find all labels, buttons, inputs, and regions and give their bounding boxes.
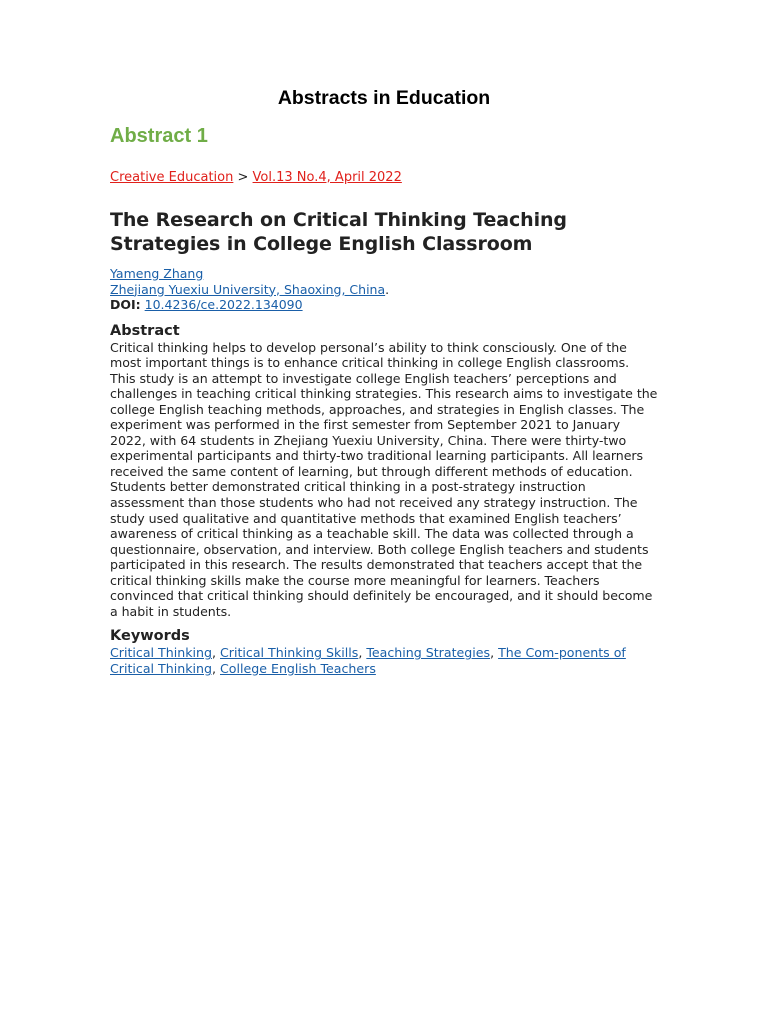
document-title: Abstracts in Education [277, 87, 491, 109]
article-title: The Research on Critical Thinking Teaching Strategies in College English Classroom [110, 209, 567, 255]
article-meta [110, 266, 658, 313]
doi-line [110, 297, 658, 313]
doi-link[interactable]: 10.4236/ce.2022.134090 [144, 297, 303, 312]
keyword-link[interactable]: The Com-ponents of Critical Thinking [110, 645, 626, 676]
keyword-separator: , [358, 645, 367, 661]
affiliation-suffix: . [385, 281, 390, 297]
abstract-text: Critical thinking helps to develop personal’s ability to think consciously. One of the most important things is to enhance critical thinking in college English classrooms. This study is an attempt to investigate college English teachers’ perceptions and challenges in teaching critical thinking strategies. This research aims to investigate the college English teaching methods, approaches, and strategies in English classes. The experiment was performed in the first semester from September 2021 to January 2022, with 64 students in Zhejiang Yuexiu University, China. There were thirty-two experimental participants and thirty-two traditional learning participants. All learners received the same content of learning, but through different methods of education. Students better demonstrated critical thinking in a post-strategy instruction assessment than those students who had not received any strategy instruction. The study used qualitative and quantitative methods that examined English teachers’ awareness of critical thinking as a teachable skill. The data was collected through a questionnaire, observation, and interview. Both college English teachers and students participated in this research. The results demonstrated that teachers accept that the critical thinking skills make the course more meaningful for learners. Teachers convinced that critical thinking should definitely be encouraged, and it should become a habit in students. [110, 339, 658, 619]
abstract-heading: Abstract [110, 322, 180, 339]
author-link[interactable]: Yameng Zhang [110, 266, 204, 281]
affiliation-link[interactable]: Zhejiang Yuexiu University, Shaoxing, China [110, 281, 386, 297]
keyword-link[interactable]: Critical Thinking Skills [220, 645, 359, 661]
author-line [110, 266, 658, 282]
keyword-link[interactable]: College English Teachers [220, 660, 376, 676]
breadcrumb-journal-link[interactable]: Creative Education [110, 170, 234, 185]
keyword-separator: , [490, 645, 499, 661]
affiliation-line [110, 282, 658, 298]
article-content [110, 169, 658, 676]
breadcrumb-separator: > [237, 170, 249, 185]
section-heading: Abstract 1 [110, 125, 208, 147]
keyword-link[interactable]: Critical Thinking [110, 645, 212, 661]
breadcrumb-issue-link[interactable]: Vol.13 No.4, April 2022 [252, 170, 402, 185]
breadcrumb [110, 169, 658, 186]
keywords-list [110, 645, 658, 676]
keywords-heading: Keywords [110, 628, 190, 645]
keyword-link[interactable]: Teaching Strategies [366, 645, 491, 661]
keyword-separator: , [211, 660, 220, 676]
doi-label: DOI: [110, 297, 141, 312]
keyword-separator: , [211, 645, 220, 661]
